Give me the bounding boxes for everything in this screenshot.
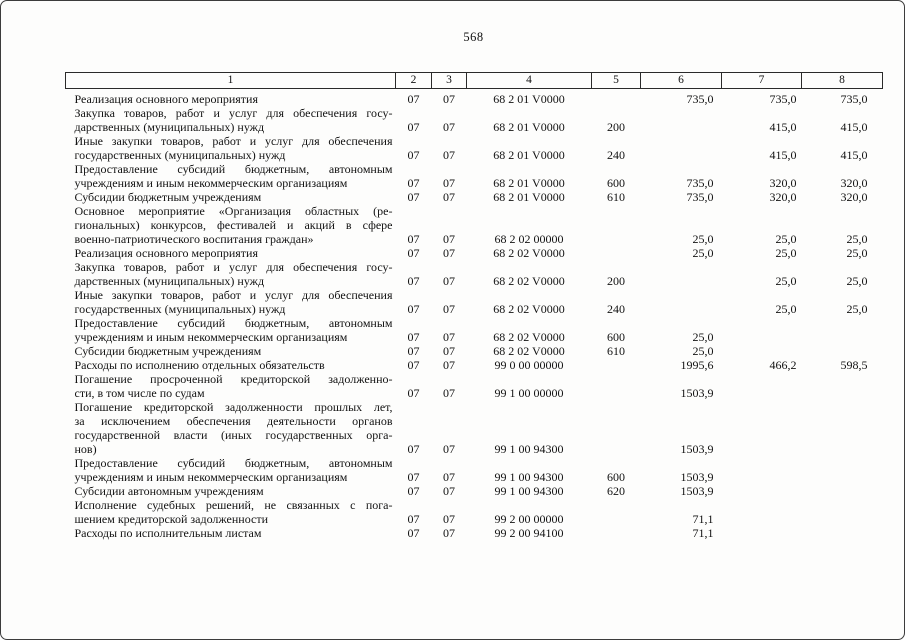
cell-amount-1 — [641, 260, 722, 288]
cell-amount-3: 320,0 — [840, 176, 868, 190]
cell-target-article: 68 2 02 V0000 — [493, 274, 565, 288]
cell-target-article: 99 1 00 94300 — [494, 442, 564, 456]
cell-amount-1: 71,1 — [692, 526, 714, 540]
column-header: 1 — [66, 73, 396, 89]
row-title-cell — [66, 162, 396, 190]
cell-amount-2: 25,0 — [775, 302, 797, 316]
cell-expense-type: 600 — [607, 330, 625, 344]
row-title-line: Закупка товаров, работ и услуг для обеспечения госу- — [74, 260, 393, 274]
cell-amount-2 — [722, 456, 802, 484]
cell-amount-3: 415,0 — [840, 120, 868, 134]
cell-amount-3: 25,0 — [846, 302, 868, 316]
cell-amount-1: 735,0 — [686, 176, 714, 190]
row-title-line: Предоставление субсидий бюджетным, автономным — [74, 456, 393, 470]
page-number: 568 — [463, 30, 484, 44]
row-title-cell — [66, 358, 396, 372]
cell-amount-1: 25,0 — [692, 232, 714, 246]
row-title-line: Погашение кредиторской задолженности прошлых лет, — [74, 400, 393, 414]
cell-target-article: 68 2 02 00000 — [494, 232, 564, 246]
row-title-line: Расходы по исполнительным листам — [74, 526, 262, 540]
cell-amount-3 — [802, 372, 883, 400]
cell-subsection-code: 07 — [443, 232, 455, 246]
cell-amount-3: 25,0 — [846, 232, 868, 246]
row-title-cell — [66, 344, 396, 358]
row-title-cell — [66, 288, 396, 316]
cell-amount-3: 25,0 — [846, 274, 868, 288]
row-title-line: Погашение просроченной кредиторской задолженно- — [74, 372, 393, 386]
cell-subsection-code: 07 — [443, 190, 455, 204]
cell-section-code: 07 — [407, 344, 420, 358]
column-header: 6 — [641, 73, 722, 89]
cell-subsection-code: 07 — [443, 148, 455, 162]
table-row — [66, 89, 883, 107]
cell-expense-type — [592, 204, 641, 246]
table-row — [66, 106, 883, 134]
row-title-cell — [66, 456, 396, 484]
cell-subsection-code: 07 — [443, 442, 455, 456]
column-header: 4 — [467, 73, 592, 89]
cell-section-code: 07 — [407, 330, 420, 344]
row-title-line: учреждениям и иным некоммерческим организациям — [74, 176, 348, 190]
column-header: 3 — [432, 73, 467, 89]
cell-expense-type: 600 — [607, 470, 625, 484]
cell-subsection-code: 07 — [443, 246, 455, 260]
row-title-cell — [66, 89, 396, 107]
cell-amount-1: 25,0 — [692, 246, 714, 260]
table-row — [66, 288, 883, 316]
cell-subsection-code: 07 — [443, 344, 455, 358]
row-title-line: сти, в том числе по судам — [74, 386, 205, 400]
cell-amount-2 — [722, 526, 802, 540]
table-row — [66, 134, 883, 162]
cell-expense-type: 610 — [607, 190, 625, 204]
cell-target-article: 68 2 02 V0000 — [493, 344, 565, 358]
cell-amount-3: 320,0 — [840, 190, 868, 204]
row-title-line: учреждениям и иным некоммерческим организациям — [74, 330, 348, 344]
cell-target-article: 68 2 01 V0000 — [493, 176, 565, 190]
cell-amount-2 — [722, 400, 802, 456]
row-title-line: Расходы по исполнению отдельных обязательств — [74, 358, 325, 372]
cell-amount-1: 735,0 — [686, 190, 714, 204]
cell-amount-1: 71,1 — [692, 512, 714, 526]
table-row — [66, 498, 883, 526]
cell-amount-2: 415,0 — [769, 120, 797, 134]
cell-amount-3 — [802, 498, 883, 526]
cell-amount-1: 1503,9 — [680, 470, 714, 484]
cell-subsection-code: 07 — [443, 92, 455, 106]
table-row — [66, 204, 883, 246]
row-title-line: дарственных (муниципальных) нужд — [74, 274, 265, 288]
cell-amount-3 — [802, 344, 883, 358]
cell-section-code: 07 — [407, 190, 420, 204]
cell-target-article: 99 2 00 00000 — [494, 512, 564, 526]
cell-amount-1: 1503,9 — [680, 442, 714, 456]
row-title-cell — [66, 484, 396, 498]
cell-expense-type — [592, 498, 641, 526]
cell-subsection-code: 07 — [443, 526, 455, 540]
cell-amount-3: 25,0 — [846, 246, 868, 260]
cell-expense-type: 200 — [607, 274, 625, 288]
table-row — [66, 400, 883, 456]
row-title-line: Предоставление субсидий бюджетным, автономным — [74, 162, 393, 176]
cell-section-code: 07 — [407, 120, 420, 134]
cell-subsection-code: 07 — [443, 274, 455, 288]
cell-subsection-code: 07 — [443, 176, 455, 190]
table-row — [66, 456, 883, 484]
row-title-cell — [66, 190, 396, 204]
cell-target-article: 99 2 00 94100 — [494, 526, 564, 540]
row-title-line: дарственных (муниципальных) нужд — [74, 120, 265, 134]
cell-amount-3: 415,0 — [840, 148, 868, 162]
cell-section-code: 07 — [407, 526, 420, 540]
row-title-line: гиональных) конкурсов, фестивалей и акций в сфере — [74, 218, 393, 232]
table-row — [66, 372, 883, 400]
row-title-line: за исключением обеспечения деятельности органов — [74, 414, 393, 428]
table-body — [66, 89, 883, 541]
row-title-line: Иные закупки товаров, работ и услуг для обеспечения — [74, 288, 393, 302]
row-title-line: учреждениям и иным некоммерческим организациям — [74, 470, 348, 484]
row-title-cell — [66, 316, 396, 344]
table-row — [66, 484, 883, 498]
row-title-cell — [66, 372, 396, 400]
cell-target-article: 99 1 00 00000 — [494, 386, 564, 400]
cell-section-code: 07 — [407, 176, 420, 190]
cell-section-code: 07 — [407, 274, 420, 288]
row-title-cell — [66, 498, 396, 526]
cell-amount-2: 735,0 — [769, 92, 797, 106]
cell-section-code: 07 — [407, 232, 420, 246]
cell-subsection-code: 07 — [443, 120, 455, 134]
cell-amount-2: 320,0 — [769, 176, 797, 190]
cell-amount-1: 1503,9 — [680, 386, 714, 400]
cell-section-code: 07 — [407, 386, 420, 400]
cell-amount-1: 735,0 — [686, 92, 714, 106]
cell-section-code: 07 — [407, 442, 420, 456]
cell-amount-1: 25,0 — [692, 344, 714, 358]
column-header: 2 — [396, 73, 432, 89]
cell-expense-type — [592, 372, 641, 400]
cell-section-code: 07 — [407, 246, 420, 260]
row-title-line: Закупка товаров, работ и услуг для обеспечения госу- — [74, 106, 393, 120]
cell-subsection-code: 07 — [443, 484, 455, 498]
cell-target-article: 68 2 01 V0000 — [493, 120, 565, 134]
row-title-line: Субсидии бюджетным учреждениям — [74, 344, 262, 358]
row-title-line: Субсидии автономным учреждениям — [74, 484, 264, 498]
cell-expense-type — [592, 246, 641, 260]
cell-subsection-code: 07 — [443, 330, 455, 344]
cell-target-article: 68 2 02 V0000 — [493, 302, 565, 316]
cell-expense-type: 240 — [607, 148, 625, 162]
cell-section-code: 07 — [407, 302, 420, 316]
cell-expense-type: 610 — [607, 344, 625, 358]
cell-amount-1 — [641, 106, 722, 134]
row-title-line: Реализация основного мероприятия — [74, 246, 258, 260]
cell-subsection-code: 07 — [443, 512, 455, 526]
cell-subsection-code: 07 — [443, 386, 455, 400]
cell-amount-2 — [722, 344, 802, 358]
table-row — [66, 190, 883, 204]
cell-expense-type — [592, 358, 641, 372]
row-title-line: государственных (муниципальных) нужд — [74, 302, 286, 316]
cell-section-code: 07 — [407, 512, 420, 526]
table-row — [66, 526, 883, 540]
column-header: 7 — [722, 73, 802, 89]
row-title-line: Исполнение судебных решений, не связанных с пога- — [74, 498, 393, 512]
cell-target-article: 99 1 00 94300 — [494, 470, 564, 484]
table-row — [66, 358, 883, 372]
cell-target-article: 68 2 01 V0000 — [493, 92, 565, 106]
cell-amount-3 — [802, 484, 883, 498]
cell-amount-2: 320,0 — [769, 190, 797, 204]
cell-amount-2 — [722, 484, 802, 498]
cell-amount-2: 466,2 — [769, 358, 797, 372]
cell-expense-type: 620 — [607, 484, 625, 498]
row-title-cell — [66, 106, 396, 134]
cell-target-article: 68 2 01 V0000 — [493, 190, 565, 204]
row-title-line: Основное мероприятие «Организация областных (ре- — [74, 204, 393, 218]
cell-amount-3 — [802, 456, 883, 484]
cell-amount-2: 25,0 — [775, 246, 797, 260]
budget-table — [65, 72, 883, 540]
cell-target-article: 68 2 02 V0000 — [493, 330, 565, 344]
cell-amount-3 — [802, 400, 883, 456]
cell-amount-3 — [802, 316, 883, 344]
cell-expense-type: 200 — [607, 120, 625, 134]
cell-amount-1: 1995,6 — [680, 358, 714, 372]
cell-amount-1 — [641, 288, 722, 316]
cell-amount-1: 1503,9 — [680, 484, 714, 498]
cell-subsection-code: 07 — [443, 358, 455, 372]
table-row — [66, 260, 883, 288]
cell-section-code: 07 — [407, 484, 420, 498]
cell-amount-3 — [802, 526, 883, 540]
column-header: 8 — [802, 73, 883, 89]
cell-amount-3: 598,5 — [840, 358, 868, 372]
row-title-line: шением кредиторской задолженности — [74, 512, 269, 526]
row-title-cell — [66, 204, 396, 246]
cell-expense-type — [592, 400, 641, 456]
row-title-cell — [66, 400, 396, 456]
row-title-line: Реализация основного мероприятия — [74, 92, 258, 106]
cell-target-article: 99 0 00 00000 — [494, 358, 564, 372]
row-title-cell — [66, 134, 396, 162]
cell-expense-type: 240 — [607, 302, 625, 316]
row-title-cell — [66, 526, 396, 540]
cell-subsection-code: 07 — [443, 470, 455, 484]
cell-subsection-code: 07 — [443, 302, 455, 316]
cell-amount-2 — [722, 372, 802, 400]
table-row — [66, 246, 883, 260]
cell-section-code: 07 — [407, 470, 420, 484]
cell-section-code: 07 — [407, 148, 420, 162]
row-title-line: военно-патриотического воспитания граждан» — [74, 232, 314, 246]
table-row — [66, 316, 883, 344]
row-title-cell — [66, 260, 396, 288]
table-row — [66, 344, 883, 358]
row-title-line: Субсидии бюджетным учреждениям — [74, 190, 262, 204]
cell-expense-type — [592, 526, 641, 540]
cell-section-code: 07 — [407, 358, 420, 372]
cell-target-article: 68 2 02 V0000 — [493, 246, 565, 260]
table-header-row — [66, 73, 883, 89]
cell-amount-2: 25,0 — [775, 274, 797, 288]
row-title-cell — [66, 246, 396, 260]
cell-amount-2 — [722, 498, 802, 526]
table-row — [66, 162, 883, 190]
cell-amount-2 — [722, 316, 802, 344]
cell-expense-type — [592, 89, 641, 107]
row-title-line: государственных (муниципальных) нужд — [74, 148, 286, 162]
cell-target-article: 99 1 00 94300 — [494, 484, 564, 498]
cell-amount-2: 25,0 — [775, 232, 797, 246]
column-header: 5 — [592, 73, 641, 89]
cell-amount-2: 415,0 — [769, 148, 797, 162]
row-title-line: Предоставление субсидий бюджетным, автономным — [74, 316, 393, 330]
row-title-line: государственной власти (иных государственных орга- — [74, 428, 393, 442]
cell-amount-1 — [641, 134, 722, 162]
cell-expense-type: 600 — [607, 176, 625, 190]
cell-target-article: 68 2 01 V0000 — [493, 148, 565, 162]
row-title-line: Иные закупки товаров, работ и услуг для обеспечения — [74, 134, 393, 148]
cell-amount-1: 25,0 — [692, 330, 714, 344]
cell-section-code: 07 — [407, 92, 420, 106]
row-title-line: нов) — [74, 442, 97, 456]
cell-amount-3: 735,0 — [840, 92, 868, 106]
